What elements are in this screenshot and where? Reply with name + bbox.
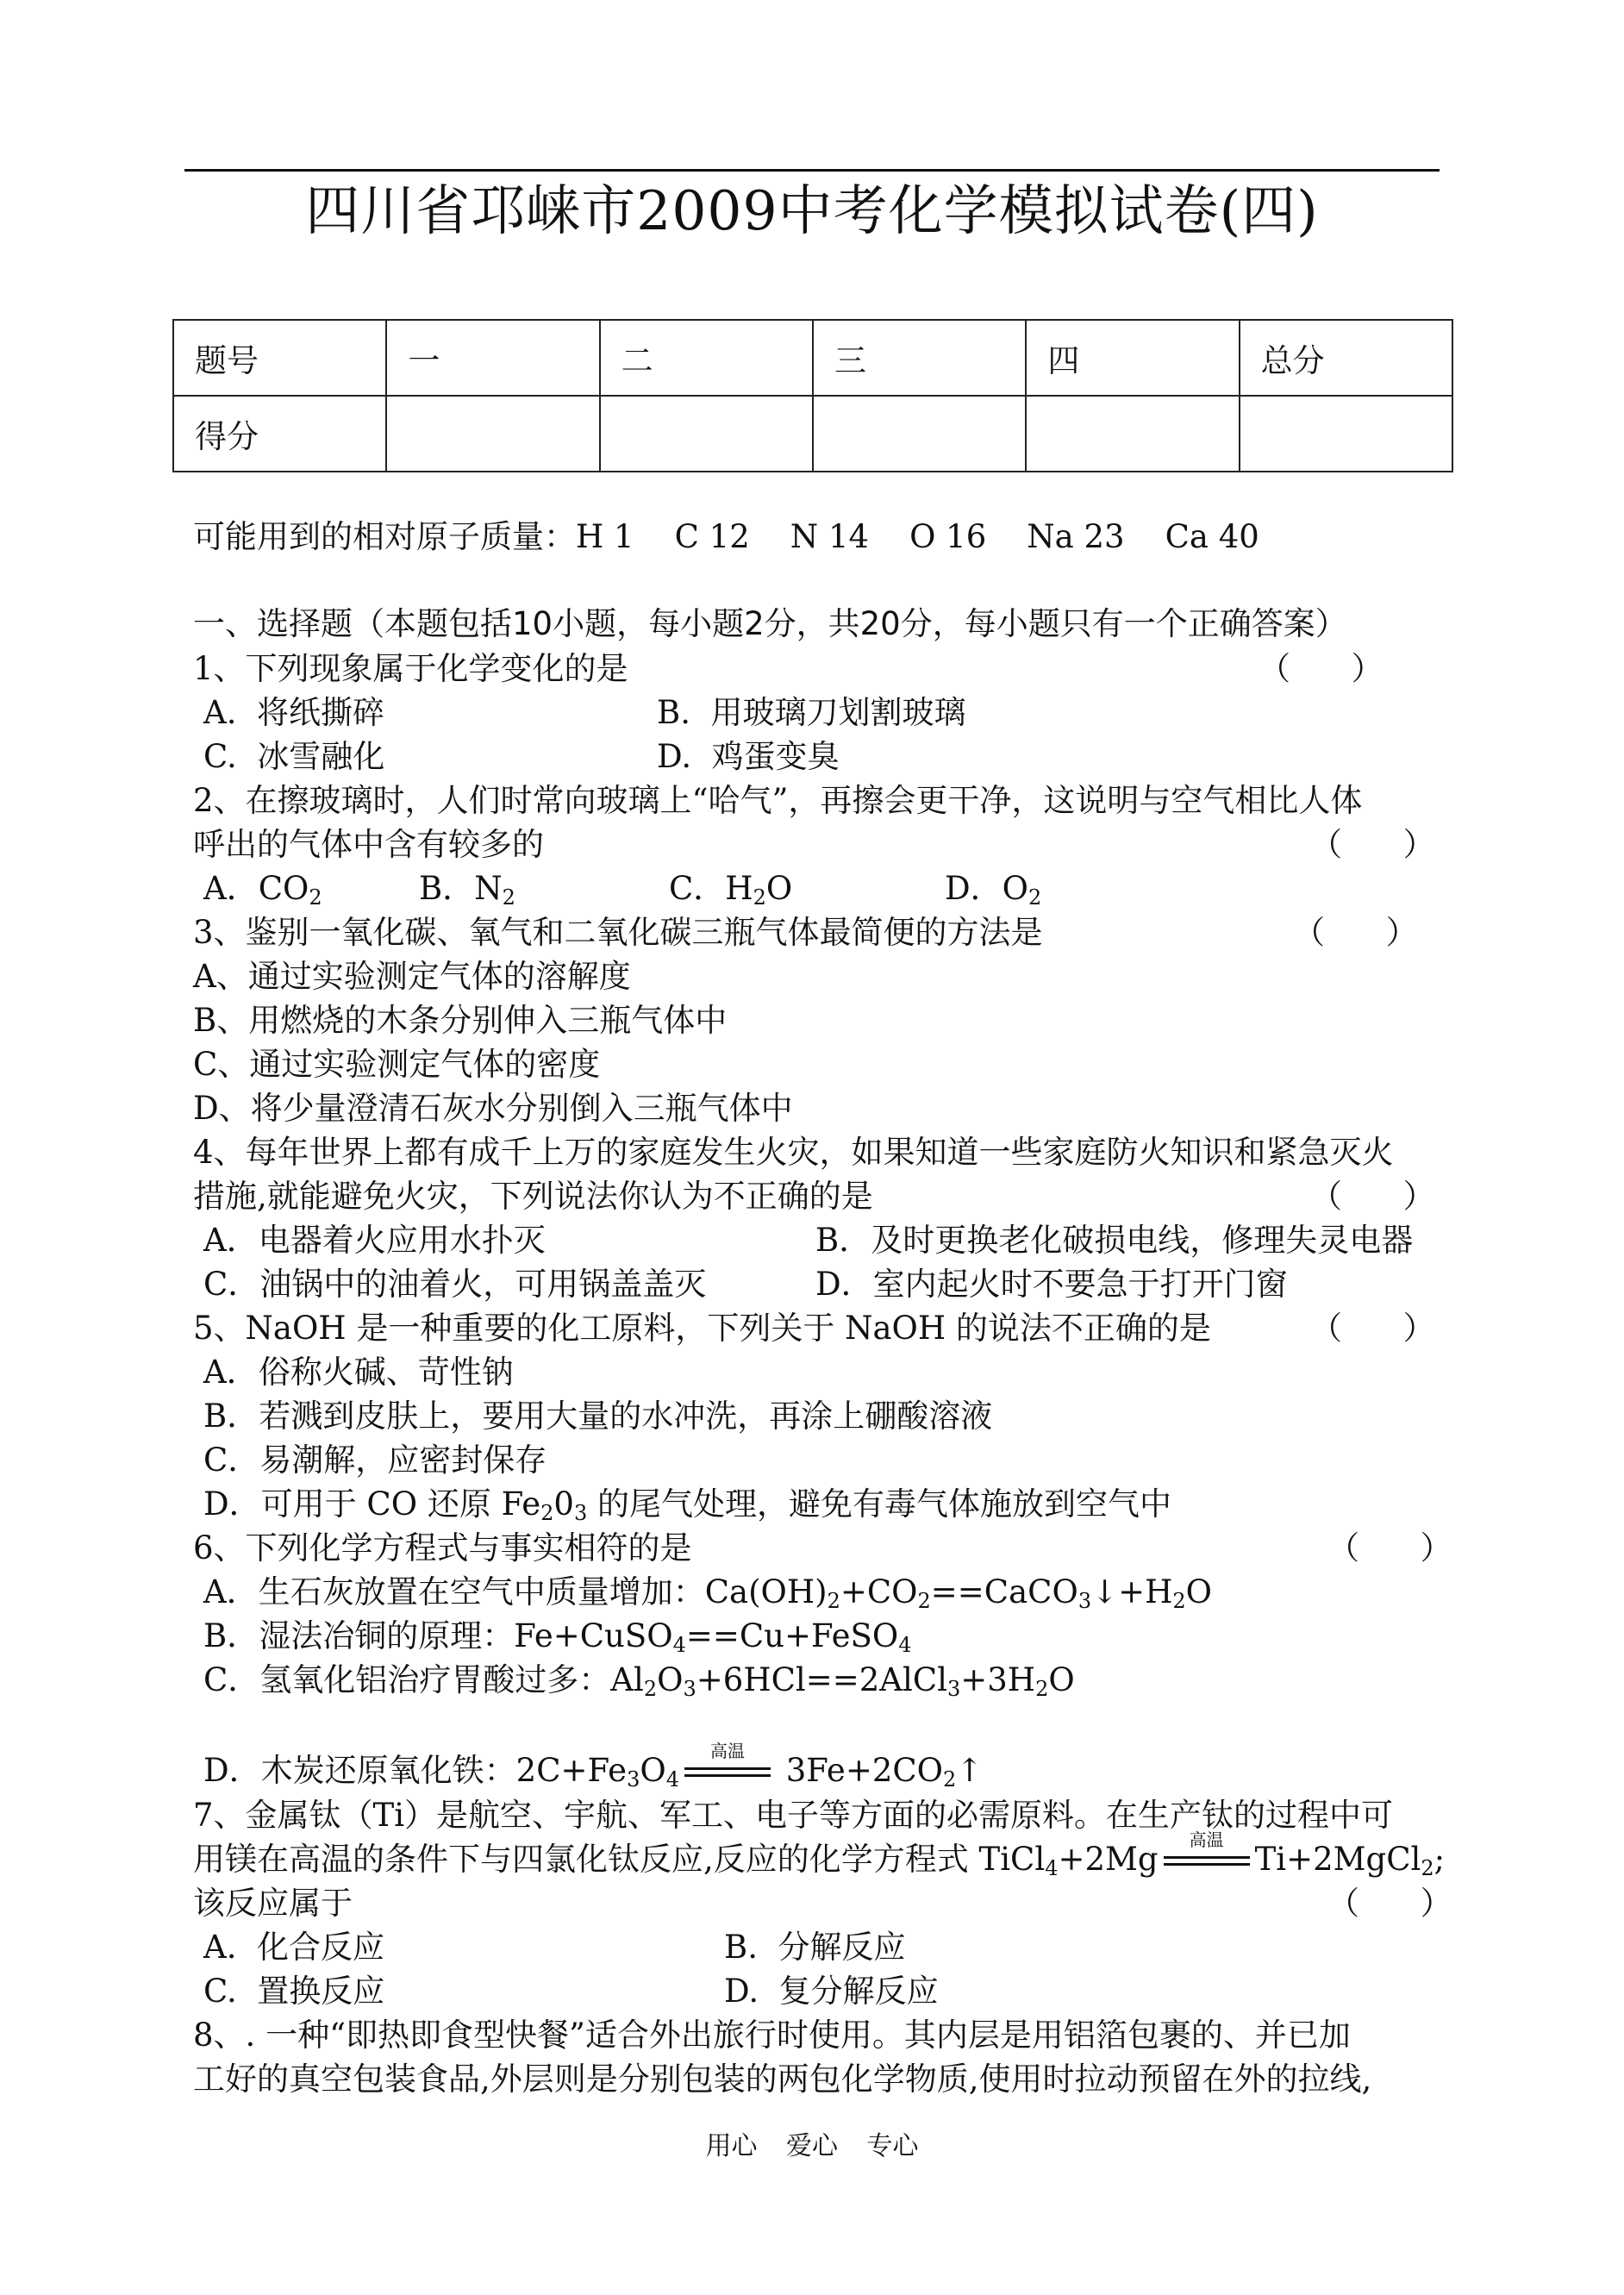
question-stem: 措施,就能避免火灾，下列说法你认为不正确的是: [193, 1178, 873, 1215]
option: B．湿法冶铜的原理：Fe+CuSO$_4$==Cu+FeSO$_4$: [203, 1617, 912, 1657]
option: A．$CO_2$: [203, 870, 322, 910]
table-row: [173, 396, 1452, 472]
score-blank[interactable]: [1026, 396, 1239, 472]
option: C．氢氧化铝治疗胃酸过多：$Al_2O_3+6HCl==2AlCl_3+3H_2O$: [203, 1661, 1075, 1701]
question-stem: 8、. 一种“即热即食型快餐”适合外出旅行时使用。其内层是用铝箔包裹的、并已加: [193, 2017, 1351, 2054]
question-stem: 2、在擦玻璃时，人们时常向玻璃上“哈气”，再擦会更干净，这说明与空气相比人体: [193, 782, 1363, 819]
question-stem: 呼出的气体中含有较多的: [193, 826, 544, 863]
top-rule: [184, 169, 1440, 172]
option: D．可用于 CO 还原 $Fe_20_3$ 的尾气处理，避免有毒气体施放到空气中: [203, 1485, 1172, 1525]
answer-blank[interactable]: （ ）: [1310, 1178, 1435, 1215]
question-stem: 3、鉴别一氧化碳、氧气和二氧化碳三瓶气体最简便的方法是: [193, 914, 1043, 951]
option: B. 用玻璃刀划割玻璃: [657, 694, 966, 731]
table-cell: 得分: [173, 396, 386, 472]
option: C、通过实验测定气体的密度: [193, 1046, 601, 1083]
score-blank[interactable]: [1240, 396, 1452, 472]
option: B．$N_2$: [419, 870, 515, 910]
question-stem: 4、每年世界上都有成千上万的家庭发生火灾，如果知道一些家庭防火知识和紧急灭火: [193, 1134, 1394, 1171]
answer-blank[interactable]: （ ）: [1310, 826, 1435, 863]
question-stem: 1、下列现象属于化学变化的是: [193, 650, 628, 687]
atomic-masses: 可能用到的相对原子质量：H 1 C 12 N 14 O 16 Na 23 Ca 40: [193, 518, 1259, 555]
table-cell: 三: [813, 320, 1026, 396]
option: D. 复分解反应: [724, 1973, 939, 2010]
question-stem: 该反应属于: [193, 1885, 353, 1922]
option: B. 分解反应: [724, 1929, 906, 1966]
option: D. 鸡蛋变臭: [657, 738, 840, 775]
answer-blank[interactable]: （ ）: [1310, 1310, 1435, 1347]
table-cell: 二: [600, 320, 813, 396]
score-blank[interactable]: [813, 396, 1026, 472]
option: A. 将纸撕碎: [203, 694, 385, 731]
option: C. 冰雪融化: [203, 738, 385, 775]
option: A、通过实验测定气体的溶解度: [193, 958, 631, 995]
option: D．$O_2$: [945, 870, 1042, 910]
score-blank[interactable]: [386, 396, 599, 472]
option: B、用燃烧的木条分别伸入三瓶气体中: [193, 1002, 728, 1039]
option: C．$H_2O$: [669, 870, 793, 910]
reaction-condition: 高温: [684, 1760, 771, 1786]
question-stem: 用镁在高温的条件下与四氯化钛反应,反应的化学方程式 TiCl$_4$+2Mg 高温 Ti+2MgCl$_2$;: [193, 1829, 1446, 1880]
question-stem: 7、金属钛（Ti）是航空、宇航、军工、电子等方面的必需原料。在生产钛的过程中可: [193, 1797, 1394, 1834]
option: D．室内起火时不要急于打开门窗: [815, 1266, 1288, 1303]
option: B．若溅到皮肤上，要用大量的水冲洗，再涂上硼酸溶液: [203, 1398, 993, 1435]
answer-blank[interactable]: （ ）: [1293, 914, 1418, 951]
reaction-condition: 高温: [1164, 1849, 1250, 1875]
option: B．及时更换老化破损电线，修理失灵电器: [815, 1222, 1414, 1259]
table-cell: 一: [386, 320, 599, 396]
answer-blank[interactable]: （ ）: [1259, 650, 1384, 687]
option: C．易潮解，应密封保存: [203, 1441, 547, 1479]
option: A．电器着火应用水扑灭: [203, 1222, 546, 1259]
option: D、将少量澄清石灰水分别倒入三瓶气体中: [193, 1090, 793, 1127]
score-blank[interactable]: [600, 396, 813, 472]
page-footer: 用心 爱心 专心: [705, 2131, 919, 2161]
page-title: 四川省邛崃市2009中考化学模拟试卷(四): [305, 179, 1319, 242]
option: A. 化合反应: [203, 1929, 385, 1966]
answer-blank[interactable]: （ ）: [1327, 1885, 1452, 1922]
score-table: [172, 319, 1453, 472]
option: D．木炭还原氧化铁：$2C+Fe_3O_4$ 高温 $3Fe+2CO_2↑$: [203, 1740, 984, 1792]
section-heading: 一、选择题（本题包括10小题，每小题2分，共20分，每小题只有一个正确答案）: [193, 605, 1347, 642]
table-cell: 题号: [173, 320, 386, 396]
option: C．油锅中的油着火，可用锅盖盖灭: [203, 1266, 707, 1303]
option: A．俗称火碱、苛性钠: [203, 1354, 514, 1391]
question-stem: 6、下列化学方程式与事实相符的是: [193, 1529, 692, 1566]
question-stem: 5、NaOH 是一种重要的化工原料，下列关于 NaOH 的说法不正确的是: [193, 1310, 1211, 1347]
table-cell: 总分: [1240, 320, 1452, 396]
option: A．生石灰放置在空气中质量增加：$Ca(OH)_2+CO_2==CaCO_3↓+H_2O$: [203, 1573, 1212, 1613]
answer-blank[interactable]: （ ）: [1327, 1529, 1452, 1566]
table-cell: 四: [1026, 320, 1239, 396]
question-stem: 工好的真空包装食品,外层则是分别包装的两包化学物质,使用时拉动预留在外的拉线,: [193, 2060, 1372, 2098]
table-row: [173, 320, 1452, 396]
option: C. 置换反应: [203, 1973, 385, 2010]
